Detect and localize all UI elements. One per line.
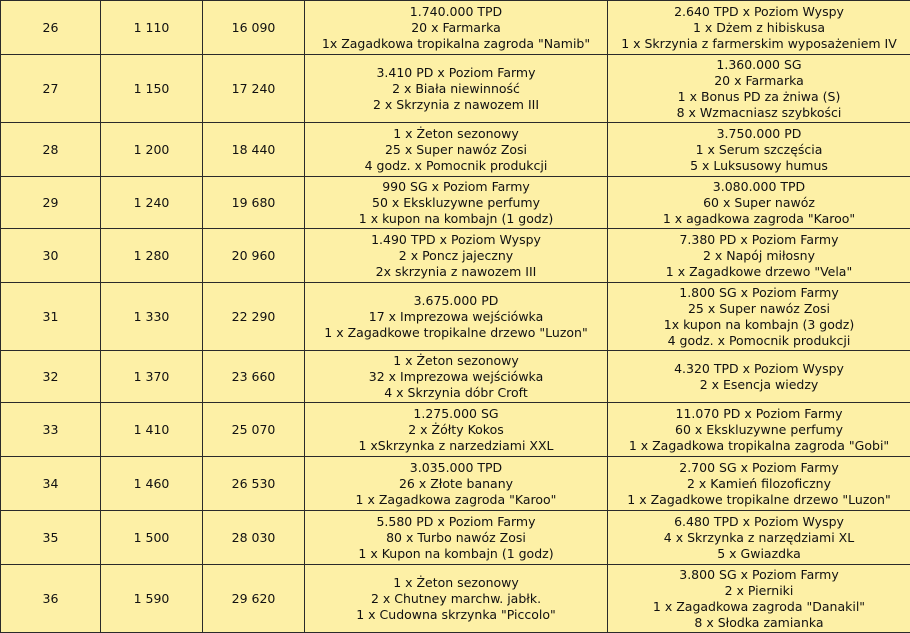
reward-line: 1 x Zagadkowa zagroda "Danakil"	[610, 599, 908, 615]
reward-b-cell	[608, 123, 910, 177]
reward-line: 1 x Zagadkowa zagroda "Karoo"	[307, 492, 605, 508]
reward-line: 2 x Poncz jajeczny	[307, 248, 605, 264]
reward-line: 1.360.000 SG	[610, 57, 908, 73]
reward-line: 60 x Ekskluzywne perfumy	[610, 422, 908, 438]
reward-line: 2x skrzynia z nawozem III	[307, 264, 605, 280]
reward-line: 20 x Farmarka	[610, 73, 908, 89]
level-cell: 32	[1, 351, 101, 403]
reward-line: 2 x Kamień filozoficzny	[610, 476, 908, 492]
reward-b-cell	[608, 55, 910, 123]
reward-line: 25 x Super nawóz Zosi	[610, 301, 908, 317]
reward-line: 1 x Żeton sezonowy	[307, 126, 605, 142]
points-cell: 1 110	[101, 1, 203, 55]
reward-line: 80 x Turbo nawóz Zosi	[307, 530, 605, 546]
reward-line: 1 x Zagadkowa tropikalna zagroda "Gobi"	[610, 438, 908, 454]
reward-line: 3.800 SG x Poziom Farmy	[610, 567, 908, 583]
reward-line: 4 godz. x Pomocnik produkcji	[610, 333, 908, 349]
points-cell: 1 200	[101, 123, 203, 177]
reward-a-cell	[305, 565, 608, 633]
reward-line: 3.410 PD x Poziom Farmy	[307, 65, 605, 81]
reward-line: 1 x Dżem z hibiskusa	[610, 20, 908, 36]
reward-line: 1 x kupon na kombajn (1 godz)	[307, 211, 605, 227]
reward-b-cell	[608, 177, 910, 229]
table-row	[1, 283, 910, 351]
reward-line: 1 x Serum szczęścia	[610, 142, 908, 158]
reward-a-cell	[305, 283, 608, 351]
level-cell: 26	[1, 1, 101, 55]
table-row	[1, 55, 910, 123]
reward-line: 2 x Pierniki	[610, 583, 908, 599]
level-cell: 35	[1, 511, 101, 565]
points-cell: 1 370	[101, 351, 203, 403]
reward-line: 2.640 TPD x Poziom Wyspy	[610, 4, 908, 20]
reward-a-cell	[305, 177, 608, 229]
total-cell: 17 240	[203, 55, 305, 123]
reward-line: 1 x agadkowa zagroda "Karoo"	[610, 211, 908, 227]
total-cell: 20 960	[203, 229, 305, 283]
reward-line: 1 x Skrzynia z farmerskim wyposażeniem IV	[610, 36, 908, 52]
reward-line: 8 x Słodka zamianka	[610, 615, 908, 631]
reward-b-cell	[608, 351, 910, 403]
points-cell: 1 410	[101, 403, 203, 457]
level-cell: 28	[1, 123, 101, 177]
reward-line: 1.800 SG x Poziom Farmy	[610, 285, 908, 301]
total-cell: 16 090	[203, 1, 305, 55]
reward-line: 4.320 TPD x Poziom Wyspy	[610, 361, 908, 377]
level-cell: 36	[1, 565, 101, 633]
reward-a-cell	[305, 123, 608, 177]
reward-line: 26 x Złote banany	[307, 476, 605, 492]
reward-line: 2 x Biała niewinność	[307, 81, 605, 97]
reward-b-cell	[608, 1, 910, 55]
reward-a-cell	[305, 403, 608, 457]
reward-line: 5 x Luksusowy humus	[610, 158, 908, 174]
level-cell: 27	[1, 55, 101, 123]
reward-line: 1x kupon na kombajn (3 godz)	[610, 317, 908, 333]
table-row	[1, 351, 910, 403]
reward-line: 4 x Skrzynia dóbr Croft	[307, 385, 605, 401]
reward-b-cell	[608, 403, 910, 457]
reward-line: 2.700 SG x Poziom Farmy	[610, 460, 908, 476]
table-row	[1, 1, 910, 55]
reward-line: 17 x Imprezowa wejściówka	[307, 309, 605, 325]
reward-line: 60 x Super nawóz	[610, 195, 908, 211]
reward-line: 1 xSkrzynka z narzedziami XXL	[307, 438, 605, 454]
reward-line: 1.740.000 TPD	[307, 4, 605, 20]
total-cell: 25 070	[203, 403, 305, 457]
table-row	[1, 229, 910, 283]
table-row	[1, 123, 910, 177]
reward-line: 3.750.000 PD	[610, 126, 908, 142]
points-cell: 1 240	[101, 177, 203, 229]
reward-line: 4 x Skrzynka z narzędziami XL	[610, 530, 908, 546]
reward-line: 1 x Zagadkowe drzewo "Vela"	[610, 264, 908, 280]
reward-line: 2 x Chutney marchw. jabłk.	[307, 591, 605, 607]
level-cell: 34	[1, 457, 101, 511]
table-row	[1, 457, 910, 511]
reward-line: 1 x Zagadkowe tropikalne drzewo "Luzon"	[610, 492, 908, 508]
reward-line: 25 x Super nawóz Zosi	[307, 142, 605, 158]
table-row	[1, 177, 910, 229]
table-row	[1, 403, 910, 457]
reward-line: 5 x Gwiazdka	[610, 546, 908, 562]
reward-line: 8 x Wzmacniasz szybkości	[610, 105, 908, 121]
reward-a-cell	[305, 351, 608, 403]
reward-line: 3.675.000 PD	[307, 293, 605, 309]
rewards-table-body	[1, 1, 910, 633]
reward-line: 32 x Imprezowa wejściówka	[307, 369, 605, 385]
total-cell: 29 620	[203, 565, 305, 633]
reward-line: 1 x Żeton sezonowy	[307, 353, 605, 369]
reward-line: 6.480 TPD x Poziom Wyspy	[610, 514, 908, 530]
reward-a-cell	[305, 511, 608, 565]
reward-line: 1 x Bonus PD za żniwa (S)	[610, 89, 908, 105]
reward-line: 3.080.000 TPD	[610, 179, 908, 195]
reward-line: 1.490 TPD x Poziom Wyspy	[307, 232, 605, 248]
total-cell: 19 680	[203, 177, 305, 229]
reward-line: 1.275.000 SG	[307, 406, 605, 422]
total-cell: 18 440	[203, 123, 305, 177]
reward-b-cell	[608, 511, 910, 565]
reward-line: 2 x Napój miłosny	[610, 248, 908, 264]
reward-line: 990 SG x Poziom Farmy	[307, 179, 605, 195]
reward-line: 2 x Esencja wiedzy	[610, 377, 908, 393]
reward-line: 50 x Ekskluzywne perfumy	[307, 195, 605, 211]
reward-b-cell	[608, 565, 910, 633]
reward-a-cell	[305, 229, 608, 283]
reward-b-cell	[608, 229, 910, 283]
reward-line: 2 x Żółty Kokos	[307, 422, 605, 438]
reward-a-cell	[305, 1, 608, 55]
points-cell: 1 150	[101, 55, 203, 123]
total-cell: 26 530	[203, 457, 305, 511]
reward-line: 4 godz. x Pomocnik produkcji	[307, 158, 605, 174]
level-cell: 31	[1, 283, 101, 351]
points-cell: 1 460	[101, 457, 203, 511]
level-cell: 33	[1, 403, 101, 457]
reward-line: 5.580 PD x Poziom Farmy	[307, 514, 605, 530]
points-cell: 1 590	[101, 565, 203, 633]
reward-line: 1 x Żeton sezonowy	[307, 575, 605, 591]
reward-b-cell	[608, 457, 910, 511]
reward-line: 11.070 PD x Poziom Farmy	[610, 406, 908, 422]
points-cell: 1 500	[101, 511, 203, 565]
table-row	[1, 511, 910, 565]
total-cell: 23 660	[203, 351, 305, 403]
total-cell: 22 290	[203, 283, 305, 351]
reward-line: 1 x Zagadkowe tropikalne drzewo "Luzon"	[307, 325, 605, 341]
reward-line: 20 x Farmarka	[307, 20, 605, 36]
reward-b-cell	[608, 283, 910, 351]
total-cell: 28 030	[203, 511, 305, 565]
level-cell: 30	[1, 229, 101, 283]
reward-line: 1 x Kupon na kombajn (1 godz)	[307, 546, 605, 562]
reward-line: 7.380 PD x Poziom Farmy	[610, 232, 908, 248]
reward-line: 2 x Skrzynia z nawozem III	[307, 97, 605, 113]
points-cell: 1 280	[101, 229, 203, 283]
reward-a-cell	[305, 457, 608, 511]
level-cell: 29	[1, 177, 101, 229]
points-cell: 1 330	[101, 283, 203, 351]
reward-a-cell	[305, 55, 608, 123]
reward-line: 1 x Cudowna skrzynka "Piccolo"	[307, 607, 605, 623]
table-row	[1, 565, 910, 633]
reward-line: 3.035.000 TPD	[307, 460, 605, 476]
reward-line: 1x Zagadkowa tropikalna zagroda "Namib"	[307, 36, 605, 52]
